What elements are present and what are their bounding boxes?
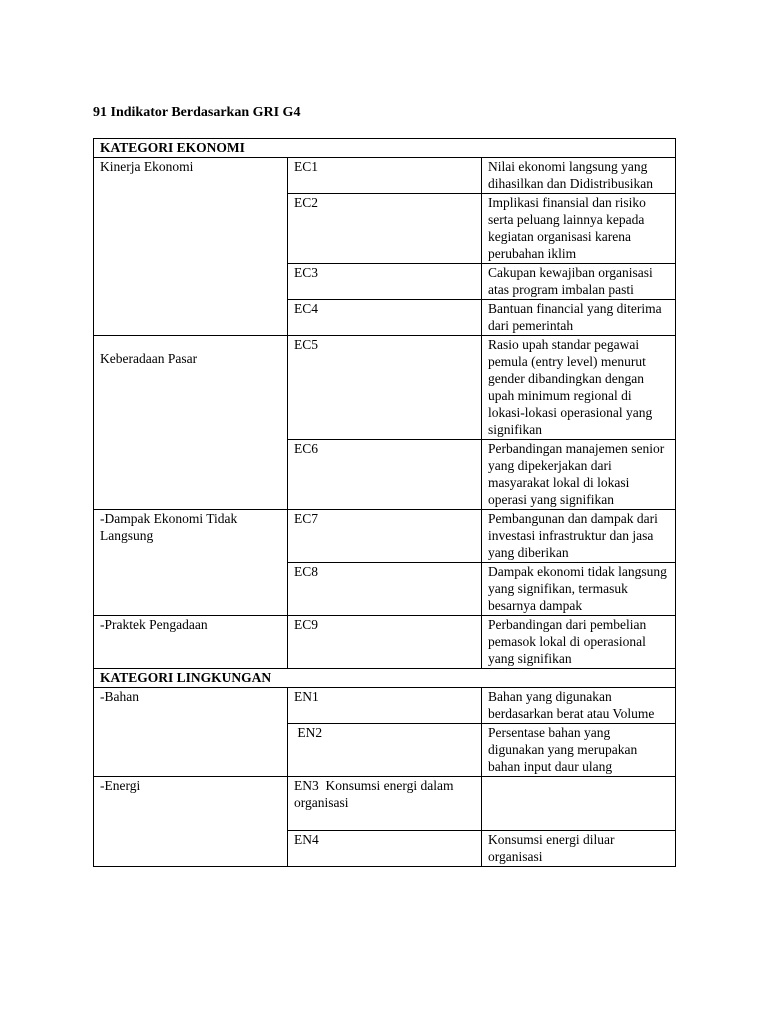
- aspect-cell: Kinerja Ekonomi: [94, 158, 288, 336]
- indicator-code: EC2: [288, 194, 482, 264]
- aspect-cell: -Bahan: [94, 688, 288, 777]
- table-row: [94, 777, 676, 831]
- indicator-desc: Nilai ekonomi langsung yang dihasilkan dan Didistribusikan: [482, 158, 676, 194]
- category-row: [94, 669, 676, 688]
- aspect-cell: -Dampak Ekonomi Tidak Langsung: [94, 510, 288, 616]
- indicator-desc: Implikasi finansial dan risiko serta peluang lainnya kepada kegiatan organisasi karena perubahan iklim: [482, 194, 676, 264]
- indicator-code: EN4: [288, 831, 482, 867]
- indicator-desc: Bahan yang digunakan berdasarkan berat atau Volume: [482, 688, 676, 724]
- aspect-cell: -Energi: [94, 777, 288, 867]
- indicator-desc: Dampak ekonomi tidak langsung yang signifikan, termasuk besarnya dampak: [482, 563, 676, 616]
- indicator-desc: Bantuan financial yang diterima dari pemerintah: [482, 300, 676, 336]
- indicator-code: EC7: [288, 510, 482, 563]
- indicator-desc: Rasio upah standar pegawai pemula (entry level) menurut gender dibandingkan dengan upah minimum regional di lokasi-lokasi operasional yang signifikan: [482, 336, 676, 440]
- category-row: [94, 139, 676, 158]
- indicator-desc: Persentase bahan yang digunakan yang merupakan bahan input daur ulang: [482, 724, 676, 777]
- indicator-desc: Cakupan kewajiban organisasi atas program imbalan pasti: [482, 264, 676, 300]
- indicator-desc: Pembangunan dan dampak dari investasi infrastruktur dan jasa yang diberikan: [482, 510, 676, 563]
- indicator-desc: [482, 777, 676, 831]
- category-heading: KATEGORI LINGKUNGAN: [94, 669, 676, 688]
- indicator-code: EN2: [288, 724, 482, 777]
- table-row: [94, 688, 676, 724]
- table-row: [94, 158, 676, 194]
- gri-indicator-table: [93, 138, 676, 867]
- indicator-code: EC5: [288, 336, 482, 440]
- indicator-code: EN1: [288, 688, 482, 724]
- table-row: [94, 336, 676, 440]
- indicator-code: EC6: [288, 440, 482, 510]
- table-row: [94, 510, 676, 563]
- indicator-code: EC3: [288, 264, 482, 300]
- aspect-cell: Keberadaan Pasar: [94, 336, 288, 510]
- indicator-desc: Konsumsi energi diluar organisasi: [482, 831, 676, 867]
- table-row: [94, 616, 676, 669]
- document-title: 91 Indikator Berdasarkan GRI G4: [93, 105, 301, 120]
- indicator-code: EC1: [288, 158, 482, 194]
- indicator-code: EN3 Konsumsi energi dalam organisasi: [288, 777, 482, 831]
- indicator-desc: Perbandingan manajemen senior yang dipekerjakan dari masyarakat lokal di lokasi operasi yang signifikan: [482, 440, 676, 510]
- category-heading: KATEGORI EKONOMI: [94, 139, 676, 158]
- indicator-code: EC9: [288, 616, 482, 669]
- indicator-code: EC4: [288, 300, 482, 336]
- aspect-cell: -Praktek Pengadaan: [94, 616, 288, 669]
- indicator-code: EC8: [288, 563, 482, 616]
- indicator-desc: Perbandingan dari pembelian pemasok lokal di operasional yang signifikan: [482, 616, 676, 669]
